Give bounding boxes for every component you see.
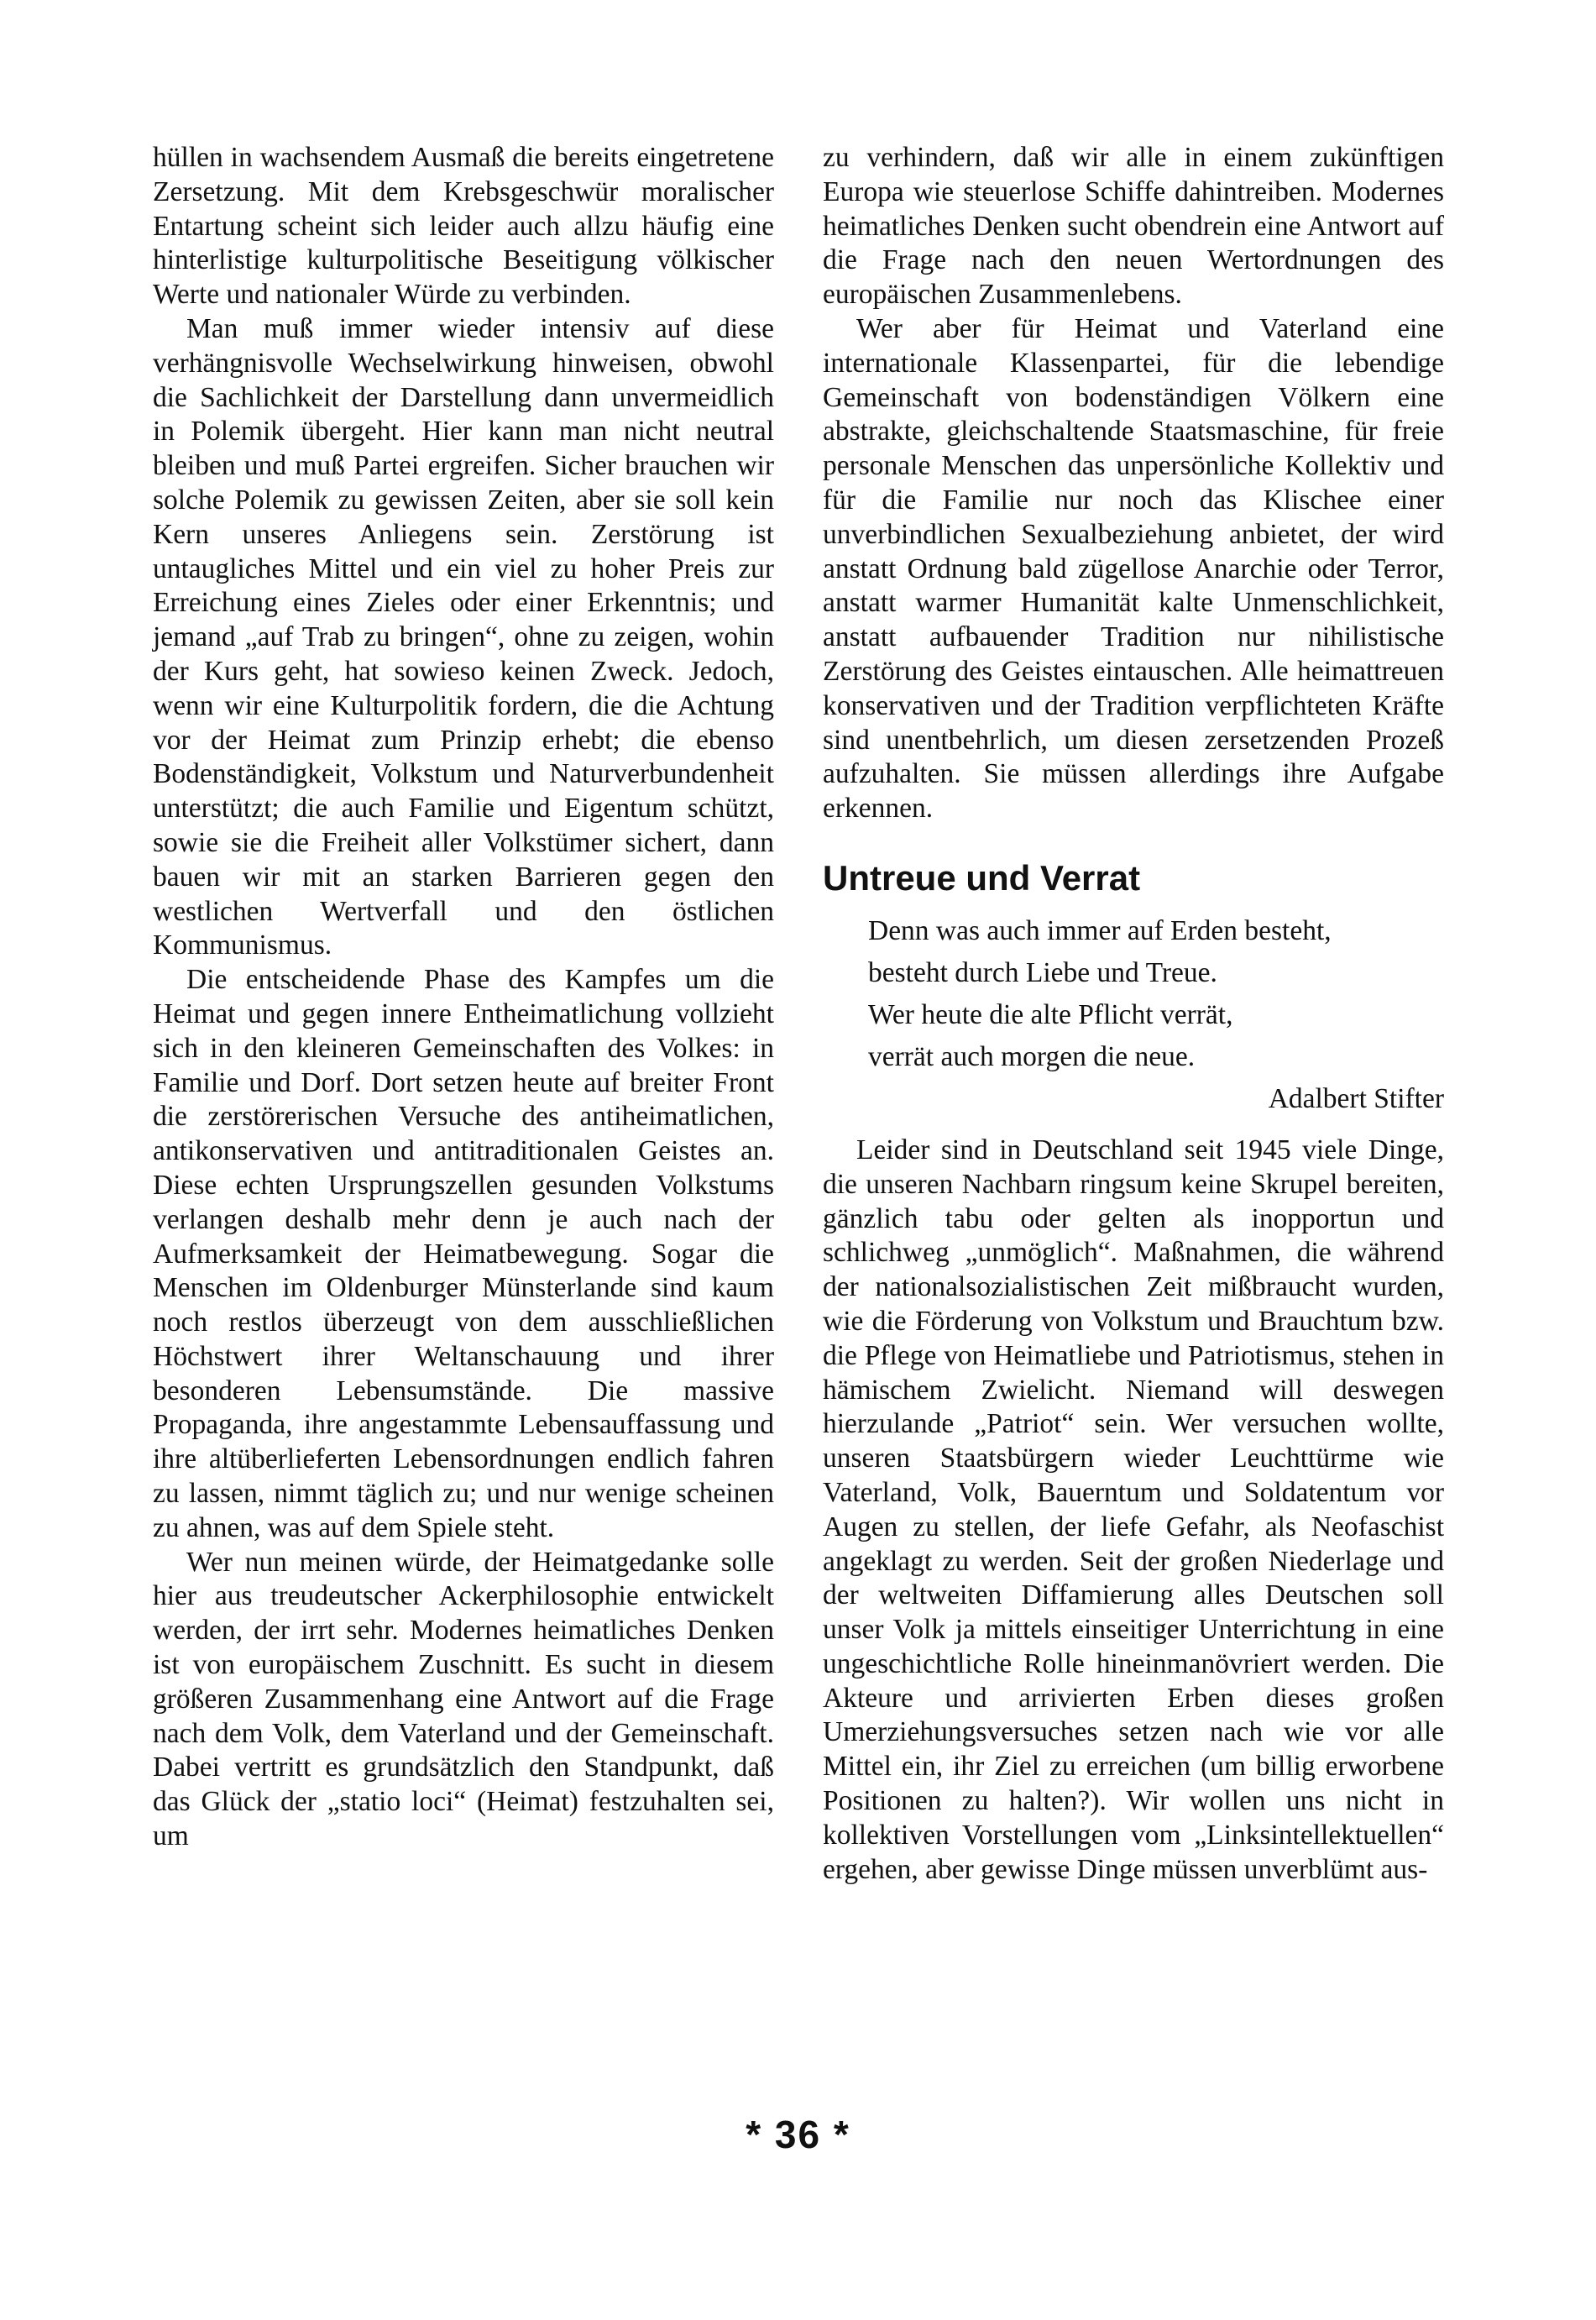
paragraph: zu verhindern, daß wir alle in einem zukünftigen Europa wie steuerlose Schiffe dahintreiben. Modernes heimatliches Denken sucht obendrein eine Antwort auf die Frage nach den neuen Wertordnungen des europäischen Zusammenlebens.: [823, 142, 1444, 311]
motto-line: Wer heute die alte Pflicht verrät,: [868, 998, 1233, 1030]
paragraph: Wer nun meinen würde, der Heimatgedanke solle hier aus treudeutscher Ackerphilosophie entwickelt werden, der irrt sehr. Modernes heimatliches Denken ist von europäischem Zuschnitt. Es sucht in diesem größeren Zusammenhang eine Antwort auf die Frage nach dem Volk, dem Vaterland und der Gemeinschaft. Dabei vertritt es grundsätzlich den Standpunkt, daß das Glück der „statio loci“ (Heimat) festzuhalten sei, um: [153, 1546, 774, 1852]
motto-line: verrät auch morgen die neue.: [868, 1040, 1196, 1072]
motto-author: Adalbert Stifter: [1268, 1082, 1444, 1114]
paragraph: Leider sind in Deutschland seit 1945 viele Dinge, die unseren Nachbarn ringsum keine Skrupel bereiten, gänzlich tabu oder gelten als inopportun und schlichweg „unmöglich“. Maßnahmen, die während der nationalsozialistischen Zeit mißbraucht wurden, wie die Förderung von Volkstum und Brauchtum bzw. die Pflege von Heimatliebe und Patriotismus, stehen in hämischem Zwielicht. Niemand will deswegen hierzulande „Patriot“ sein. Wer versuchen wollte, unseren Staatsbürgern wieder Leuchttürme wie Vaterland, Volk, Bauerntum und Soldatentum vor Augen zu stellen, der liefe Gefahr, als Neofaschist angeklagt zu werden. Seit der großen Niederlage und der weltweiten Diffamierung alles Deutschen soll unser Volk ja mittels einseitiger Unterrichtung in eine ungeschichtliche Rolle hineinmanövriert werden. Die Akteure und arrivierten Erben dieses großen Umerziehungsversuches setzen nach wie vor alle Mittel ein, ihr Ziel zu erreichen (um billig erworbene Positionen zu halten?). Wir wollen uns nicht in kollektiven Vorstellungen vom „Linksintellektuellen“ ergehen, aber gewisse Dinge müssen unverblümt aus-: [823, 1134, 1444, 1885]
paragraph: Die entscheidende Phase des Kampfes um die Heimat und gegen innere Entheimatlichung vollzieht sich in den kleineren Gemeinschaften des Volkes: in Familie und Dorf. Dort setzen heute auf breiter Front die zerstörerischen Versuche des antiheimatlichen, antikonservativen und antitraditionalen Geistes an. Diese echten Ursprungszellen gesunden Volkstums verlangen deshalb mehr denn je auch nach der Aufmerksamkeit der Heimatbewegung. Sogar die Menschen im Oldenburger Münsterlande sind kaum noch restlos überzeugt von dem ausschließlichen Höchstwert ihrer Weltanschauung und ihrer besonderen Lebensumstände. Die massive Propaganda, ihre angestammte Lebensauffassung und ihre altüberlieferten Lebensordnungen endlich fahren zu lassen, nimmt täglich zu; und nur wenige scheinen zu ahnen, was auf dem Spiele steht.: [153, 964, 774, 1543]
left-column: [153, 141, 774, 1854]
paragraph: Wer aber für Heimat und Vaterland eine internationale Klassenpartei, für die lebendige Gemeinschaft von bodenständigen Völkern eine abstrakte, gleichschaltende Staatsmaschine, für freie personale Menschen das unpersönliche Kollektiv und für die Familie nur noch das Klischee einer unverbindlichen Sexualbeziehung anbietet, der wird anstatt Ordnung bald zügellose Anarchie oder Terror, anstatt warmer Humanität kalte Unmenschlichkeit, anstatt aufbauender Tradition nur nihilistische Zerstörung des Geistes eintauschen. Alle heimattreuen konservativen und der Tradition verpflichteten Kräfte sind unentbehrlich, um diesen zersetzenden Prozeß aufzuhalten. Sie müssen allerdings ihre Aufgabe erkennen.: [823, 312, 1444, 825]
motto-line: besteht durch Liebe und Treue.: [868, 956, 1217, 988]
right-column: [823, 141, 1444, 1887]
page-number: * 36 *: [746, 2113, 850, 2156]
paragraph: hüllen in wachsendem Ausmaß die bereits eingetretene Zersetzung. Mit dem Krebsgeschwür moralischer Entartung scheint sich leider auch allzu häufig eine hinterlistige kulturpolitische Beseitigung völkischer Werte und nationaler Würde zu verbinden.: [153, 142, 774, 311]
paragraph: Man muß immer wieder intensiv auf diese verhängnisvolle Wechselwirkung hinweisen, obwohl die Sachlichkeit der Darstellung dann unvermeidlich in Polemik übergeht. Hier kann man nicht neutral bleiben und muß Partei ergreifen. Sicher brauchen wir solche Polemik zu gewissen Zeiten, aber sie soll kein Kern unseres Anliegens sein. Zerstörung ist untaugliches Mittel und ein viel zu hoher Preis zur Erreichung eines Zieles oder einer Erkenntnis; und jemand „auf Trab zu bringen“, ohne zu zeigen, wohin der Kurs geht, hat sowieso keinen Zweck. Jedoch, wenn wir eine Kulturpolitik fordern, die die Achtung vor der Heimat zum Prinzip erhebt; die ebenso Bodenständigkeit, Volkstum und Naturverbundenheit unterstützt; die auch Familie und Eigentum schützt, sowie sie die Freiheit aller Volkstümer sichert, dann bauen wir mit an starken Barrieren gegen den westlichen Wertverfall und den östlichen Kommunismus.: [153, 312, 774, 961]
section-heading: Untreue und Verrat: [823, 857, 1141, 898]
motto-line: Denn was auch immer auf Erden besteht,: [868, 914, 1332, 946]
motto-quote: [868, 910, 1444, 1120]
